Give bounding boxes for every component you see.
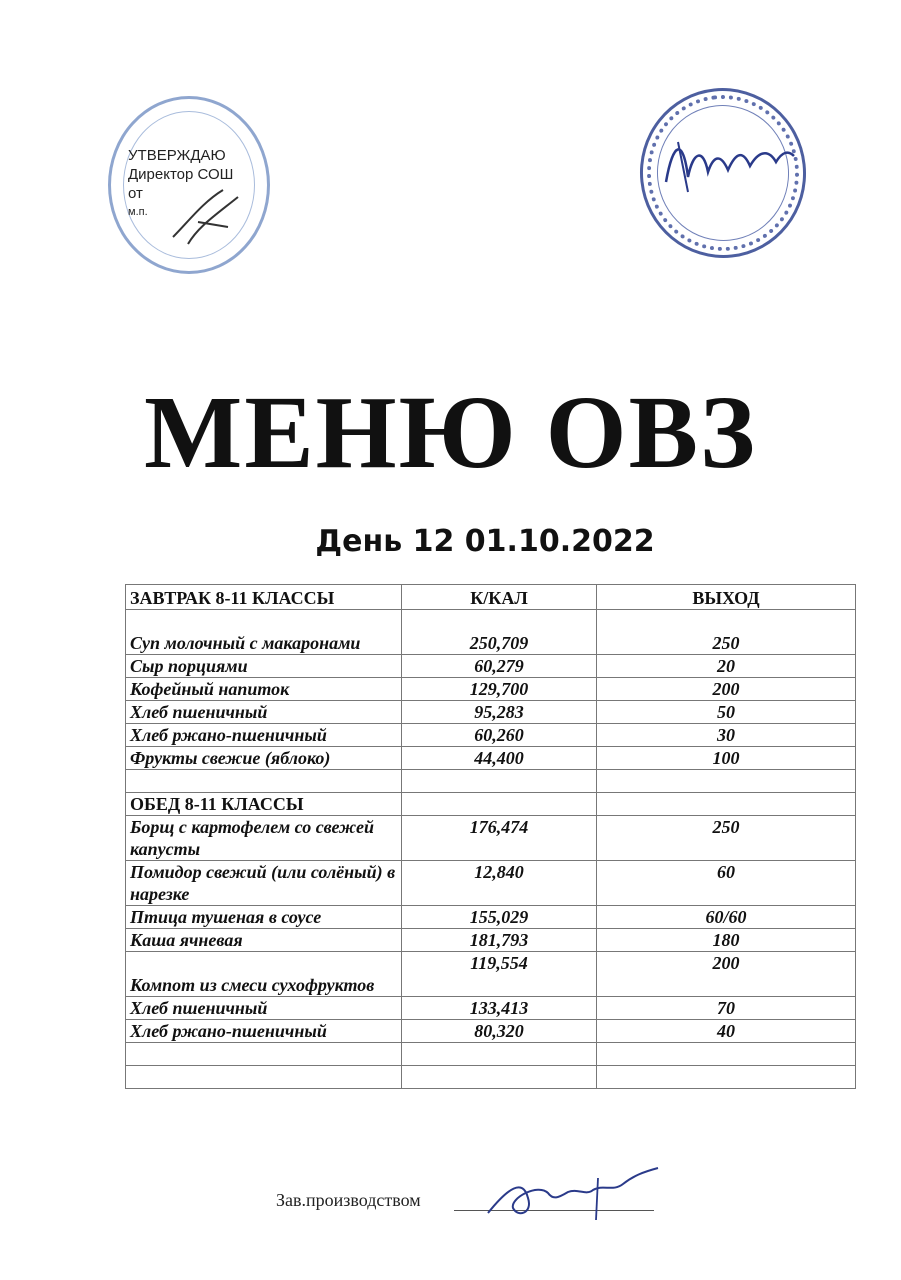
empty-cell: [126, 1043, 402, 1066]
dish-name: Хлеб пшеничный: [126, 701, 402, 724]
dish-kcal: 155,029: [402, 906, 597, 929]
table-row: [126, 816, 856, 861]
dish-output: 200: [597, 952, 856, 997]
table-row: [126, 952, 856, 997]
dish-kcal: 60,260: [402, 724, 597, 747]
dish-kcal: 12,840: [402, 861, 597, 906]
dish-kcal: 133,413: [402, 997, 597, 1020]
dish-kcal: 60,279: [402, 655, 597, 678]
dish-kcal: 80,320: [402, 1020, 597, 1043]
dish-name: Сыр порциями: [126, 655, 402, 678]
output-header: ВЫХОД: [597, 585, 856, 610]
table-row: [126, 997, 856, 1020]
dish-name: Каша ячневая: [126, 929, 402, 952]
kcal-header: К/КАЛ: [402, 585, 597, 610]
dish-name: Хлеб ржано-пшеничный: [126, 1020, 402, 1043]
table-row: [126, 678, 856, 701]
empty-cell: [597, 770, 856, 793]
dish-name: Птица тушеная в соусе: [126, 906, 402, 929]
dish-kcal: 95,283: [402, 701, 597, 724]
menu-table: [125, 584, 856, 1089]
empty-cell: [597, 1066, 856, 1089]
dish-output: 60/60: [597, 906, 856, 929]
dish-name: Хлеб пшеничный: [126, 997, 402, 1020]
dish-output: 50: [597, 701, 856, 724]
dish-kcal: 181,793: [402, 929, 597, 952]
lunch-header-row: [126, 793, 856, 816]
dish-name: Хлеб ржано-пшеничный: [126, 724, 402, 747]
dish-output: 100: [597, 747, 856, 770]
table-row: [126, 610, 856, 655]
footer-label: Зав.производством: [276, 1190, 421, 1210]
table-row: [126, 906, 856, 929]
stamp-signature: [658, 122, 798, 202]
empty-cell: [126, 770, 402, 793]
table-header-row: [126, 585, 856, 610]
dish-name: Помидор свежий (или солёный) в нарезке: [126, 861, 402, 906]
dish-output: 70: [597, 997, 856, 1020]
dish-output: 250: [597, 610, 856, 655]
approval-seal-label: м.п.: [128, 206, 148, 218]
dish-name: Суп молочный с макаронами: [126, 610, 402, 655]
dish-name: Фрукты свежие (яблоко): [126, 747, 402, 770]
dish-output: 30: [597, 724, 856, 747]
dish-kcal: 250,709: [402, 610, 597, 655]
dish-output: 250: [597, 816, 856, 861]
table-row: [126, 1020, 856, 1043]
production-head-signature: [478, 1158, 668, 1228]
dish-output: 200: [597, 678, 856, 701]
approval-date-label: от: [128, 185, 143, 202]
dish-kcal: 129,700: [402, 678, 597, 701]
dish-output: 40: [597, 1020, 856, 1043]
empty-row: [126, 770, 856, 793]
empty-row: [126, 1066, 856, 1089]
table-row: [126, 747, 856, 770]
dish-output: 60: [597, 861, 856, 906]
approval-position: Директор СОШ: [128, 166, 234, 183]
day-title: День 12 01.10.2022: [315, 524, 655, 559]
dish-name: Кофейный напиток: [126, 678, 402, 701]
empty-cell: [402, 793, 597, 816]
empty-cell: [402, 770, 597, 793]
table-row: [126, 655, 856, 678]
empty-cell: [402, 1066, 597, 1089]
table-row: [126, 724, 856, 747]
lunch-header: ОБЕД 8-11 КЛАССЫ: [126, 793, 402, 816]
dish-name: Компот из смеси сухофруктов: [126, 952, 402, 997]
director-signature: [168, 182, 248, 252]
approval-title: УТВЕРЖДАЮ: [128, 147, 226, 164]
breakfast-header: ЗАВТРАК 8-11 КЛАССЫ: [126, 585, 402, 610]
dish-output: 20: [597, 655, 856, 678]
table-row: [126, 861, 856, 906]
dish-kcal: 44,400: [402, 747, 597, 770]
empty-cell: [126, 1066, 402, 1089]
empty-cell: [402, 1043, 597, 1066]
empty-cell: [597, 1043, 856, 1066]
empty-cell: [597, 793, 856, 816]
dish-output: 180: [597, 929, 856, 952]
page-title: МЕНЮ ОВЗ: [144, 375, 757, 490]
table-row: [126, 701, 856, 724]
empty-row: [126, 1043, 856, 1066]
table-row: [126, 929, 856, 952]
dish-kcal: 119,554: [402, 952, 597, 997]
dish-kcal: 176,474: [402, 816, 597, 861]
dish-name: Борщ с картофелем со свежей капусты: [126, 816, 402, 861]
